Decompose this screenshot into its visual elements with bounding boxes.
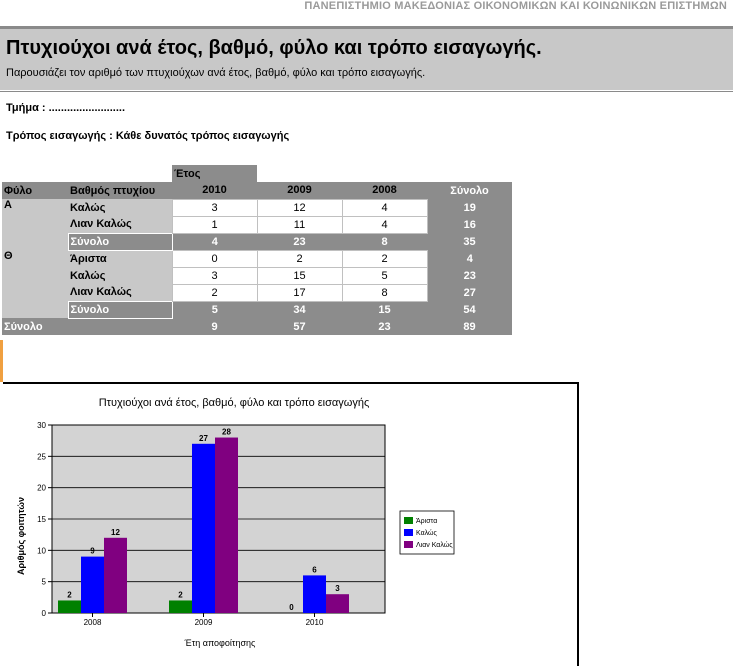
y-tick-label: 10 [37, 546, 46, 556]
header-divider [0, 91, 733, 92]
row-total-cell: 4 [427, 250, 512, 267]
bar-data-label: 28 [222, 427, 231, 437]
row-total-cell: 27 [427, 284, 512, 301]
year-group-header: Έτος [172, 165, 257, 182]
grade-cell: Καλώς [68, 267, 172, 284]
top-bar [0, 0, 733, 16]
value-cell: 0 [172, 250, 257, 267]
grand-total-cell: 23 [342, 318, 427, 335]
col-year-header: 2008 [342, 182, 427, 199]
row-total-cell: 19 [427, 199, 512, 216]
bar [326, 594, 349, 613]
value-cell: 1 [172, 216, 257, 233]
subtotal-cell: 23 [257, 233, 342, 250]
x-tick-label: 2010 [305, 618, 324, 627]
bar [104, 538, 127, 613]
chart-title: Πτυχιούχοι ανά έτος, βαθμό, φύλο και τρόπο εισαγωγής [98, 397, 370, 409]
graduates-bar-chart [3, 384, 577, 666]
bar-data-label: 6 [312, 565, 317, 575]
bar-data-label: 9 [90, 546, 95, 556]
value-cell: 4 [342, 216, 427, 233]
table-header-row-year [2, 165, 512, 182]
col-gender-header: Φύλο [2, 182, 68, 199]
table-row [2, 199, 512, 216]
bar [58, 600, 81, 613]
graduates-table [2, 165, 512, 335]
grand-total-label: Σύνολο [2, 318, 172, 335]
value-cell: 11 [257, 216, 342, 233]
subtotal-cell: 5 [172, 301, 257, 318]
chart-legend [400, 511, 454, 554]
value-cell: 2 [342, 250, 427, 267]
y-tick-label: 20 [37, 483, 46, 493]
grand-total-cell: 9 [172, 318, 257, 335]
value-cell: 17 [257, 284, 342, 301]
value-cell: 2 [257, 250, 342, 267]
table-row [2, 284, 512, 301]
legend-swatch [404, 529, 413, 536]
y-tick-label: 30 [37, 421, 46, 430]
bar [303, 575, 326, 613]
col-grade-header: Βαθμός πτυχίου [68, 182, 172, 199]
bar-data-label: 2 [67, 590, 72, 600]
value-cell: 15 [257, 267, 342, 284]
col-year-header: 2010 [172, 182, 257, 199]
row-total-cell: 16 [427, 216, 512, 233]
value-cell: 4 [342, 199, 427, 216]
x-axis-label: Έτη αποφοίτησης [184, 638, 256, 648]
grade-cell: Λιαν Καλώς [68, 216, 172, 233]
col-year-header: 2009 [257, 182, 342, 199]
chart-panel [3, 382, 579, 666]
legend-swatch [404, 517, 413, 524]
subtotal-cell: 8 [342, 233, 427, 250]
subtotal-total-cell: 35 [427, 233, 512, 250]
grade-cell: Λιαν Καλώς [68, 284, 172, 301]
grand-total-row [2, 318, 512, 335]
legend-entry: Καλώς [416, 530, 437, 537]
table-row [2, 216, 512, 233]
y-tick-label: 5 [41, 577, 46, 587]
bar [192, 444, 215, 613]
table-header-row [2, 182, 512, 199]
bar-data-label: 3 [335, 584, 340, 594]
admission-filter: Τρόπος εισαγωγής : Κάθε δυνατός τρόπος εισαγωγής [6, 130, 290, 142]
bar-data-label: 12 [111, 527, 120, 537]
grand-total-cell: 57 [257, 318, 342, 335]
bar [169, 600, 192, 613]
y-axis-label: Αριθμός φοιτητών [16, 497, 26, 575]
university-name: ΠΑΝΕΠΙΣΤΗΜΙΟ ΜΑΚΕΔΟΝΙΑΣ ΟΙΚΟΝΟΜΙΚΩΝ ΚΑΙ ΚΟΙΝΩΝΙΚΩΝ ΕΠΙΣΤΗΜΩΝ [304, 0, 727, 12]
gender-cell: Α [2, 199, 68, 250]
page-title: Πτυχιούχοι ανά έτος, βαθμό, φύλο και τρόπο εισαγωγής. [6, 37, 542, 59]
page-subtitle: Παρουσιάζει τον αριθμό των πτυχιούχων ανά έτος, βαθμό, φύλο και τρόπο εισαγωγής. [6, 67, 426, 79]
bar [81, 557, 104, 613]
bar-data-label: 2 [178, 590, 183, 600]
value-cell: 12 [257, 199, 342, 216]
subtotal-label: Σύνολο [68, 301, 172, 318]
subtotal-total-cell: 54 [427, 301, 512, 318]
value-cell: 8 [342, 284, 427, 301]
grade-cell: Καλώς [68, 199, 172, 216]
x-tick-label: 2008 [83, 618, 102, 627]
subtotal-cell: 4 [172, 233, 257, 250]
legend-swatch [404, 541, 413, 548]
y-tick-label: 25 [37, 452, 46, 462]
x-tick-label: 2009 [194, 618, 213, 627]
table-row [2, 250, 512, 267]
value-cell: 3 [172, 199, 257, 216]
grand-total-total-cell: 89 [427, 318, 512, 335]
value-cell: 5 [342, 267, 427, 284]
col-total-header: Σύνολο [427, 182, 512, 199]
report-header [0, 26, 733, 90]
department-filter: Τμήμα : ......................... [6, 102, 126, 114]
left-accent-bar [0, 340, 3, 382]
y-tick-label: 0 [41, 609, 46, 618]
bar-data-label: 0 [289, 603, 294, 612]
legend-entry: Άριστα [416, 518, 438, 525]
bar-data-label: 27 [199, 433, 208, 443]
subtotal-label: Σύνολο [68, 233, 172, 250]
legend-entry: Λιαν Καλώς [416, 542, 453, 549]
grade-cell: Άριστα [68, 250, 172, 267]
subtotal-cell: 34 [257, 301, 342, 318]
y-tick-label: 15 [37, 515, 46, 524]
subtotal-cell: 15 [342, 301, 427, 318]
row-total-cell: 23 [427, 267, 512, 284]
subtotal-row [2, 301, 512, 318]
table-row [2, 267, 512, 284]
bar [215, 438, 238, 613]
gender-cell: Θ [2, 250, 68, 318]
value-cell: 2 [172, 284, 257, 301]
value-cell: 3 [172, 267, 257, 284]
subtotal-row [2, 233, 512, 250]
